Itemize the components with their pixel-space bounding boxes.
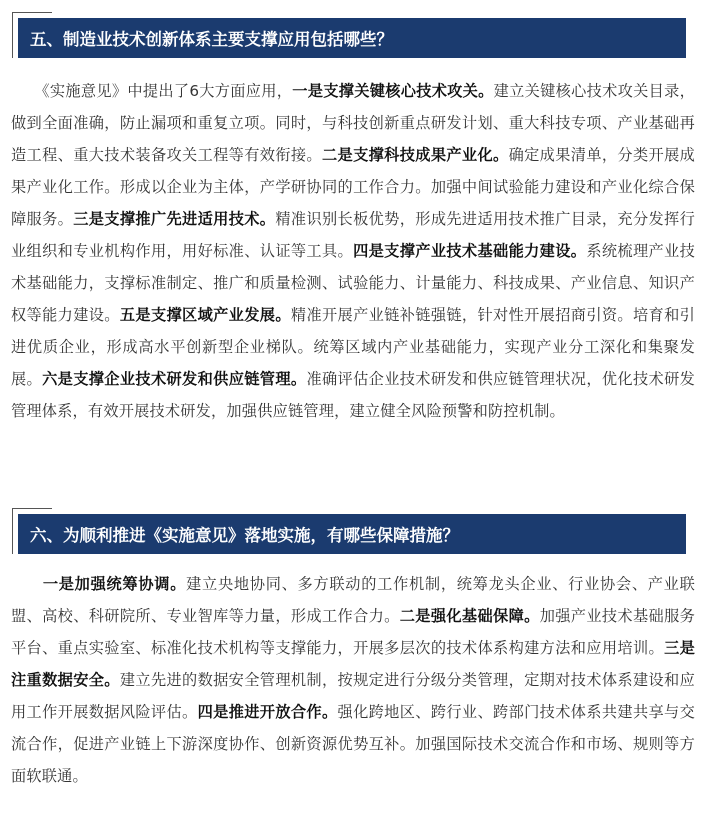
bold-point: 六是支撑企业技术研发和供应链管理。 — [42, 370, 307, 388]
text-run: 准确评估企业技术研发和供应链管理状况，优化技术研发管理体系，有效开展技术研发，加强供应链管理，建立健全风险预警和防控机制。 — [11, 370, 696, 420]
text-run: 建立央地协同、多方联动的工作机制，统筹龙头企业、行业协会、产业联盟、高校、科研院所、专业智库等力量，形成工作合力。 — [11, 575, 695, 625]
text-run: 建立关键核心技术攻关目录，做到全面准确，防止漏项和重复立项。同时，与科技创新重点研发计划、重大科技专项、产业基础再造工程、重大技术装备攻关工程等有效衔接。 — [11, 82, 695, 164]
text-run: 《实施意见》中提出了6大方面应用， — [11, 82, 293, 100]
text-run: 精准开展产业链补链强链，针对性开展招商引资。培育和引进优质企业，形成高水平创新型企业梯队。统筹区域内产业基础能力，实现产业分工深化和集聚发展。 — [11, 306, 695, 388]
text-run: 加强产业技术基础服务平台、重点实验室、标准化技术机构等支撑能力，开展多层次的技术体系构建方法和应用培训。 — [11, 607, 696, 657]
bold-point: 四是支撑产业技术基础能力建设。 — [353, 242, 587, 260]
bold-point: 四是推进开放合作。 — [197, 703, 338, 721]
bold-point: 三是支撑推广先进适用技术。 — [73, 210, 276, 228]
bold-point: 二是支撑科技成果产业化。 — [321, 146, 509, 164]
header-bar — [18, 18, 686, 58]
header-bar — [18, 514, 686, 554]
section-5-paragraph — [11, 75, 695, 427]
bold-point: 一是加强统筹协调。 — [42, 575, 187, 593]
section-5-title: 五、制造业技术创新体系主要支撑应用包括哪些？ — [30, 30, 393, 49]
text-run: 强化跨地区、跨行业、跨部门技术体系共建共享与交流合作，促进产业链上下游深度协作、创新资源优势互补。加强国际技术交流合作和市场、规则等方面软联通。 — [11, 703, 695, 785]
section-5-header — [12, 12, 686, 58]
bold-point: 三是注重数据安全。 — [11, 639, 695, 689]
bold-point: 一是支撑关键核心技术攻关。 — [292, 82, 494, 100]
text-run: 精准识别长板优势，形成先进适用技术推广目录，充分发挥行业组织和专业机构作用，用好标准、认证等工具。 — [11, 210, 695, 260]
text-run — [11, 575, 43, 593]
section-6-paragraph — [11, 568, 695, 792]
text-run: 系统梳理产业技术基础能力，支撑标准制定、推广和质量检测、试验能力、计量能力、科技成果、产业信息、知识产权等能力建设。 — [11, 242, 695, 324]
text-run: 确定成果清单，分类开展成果产业化工作。形成以企业为主体，产学研协同的工作合力。加强中间试验能力建设和产业化综合保障服务。 — [11, 146, 696, 228]
text-run: 建立先进的数据安全管理机制，按规定进行分级分类管理，定期对技术体系建设和应用工作开展数据风险评估。 — [11, 671, 695, 721]
section-6-title: 六、为顺利推进《实施意见》落地实施，有哪些保障措施？ — [30, 526, 459, 545]
bold-point: 五是支撑区域产业发展。 — [119, 306, 291, 324]
section-6-header — [12, 508, 686, 554]
bold-point: 二是强化基础保障。 — [399, 607, 540, 625]
